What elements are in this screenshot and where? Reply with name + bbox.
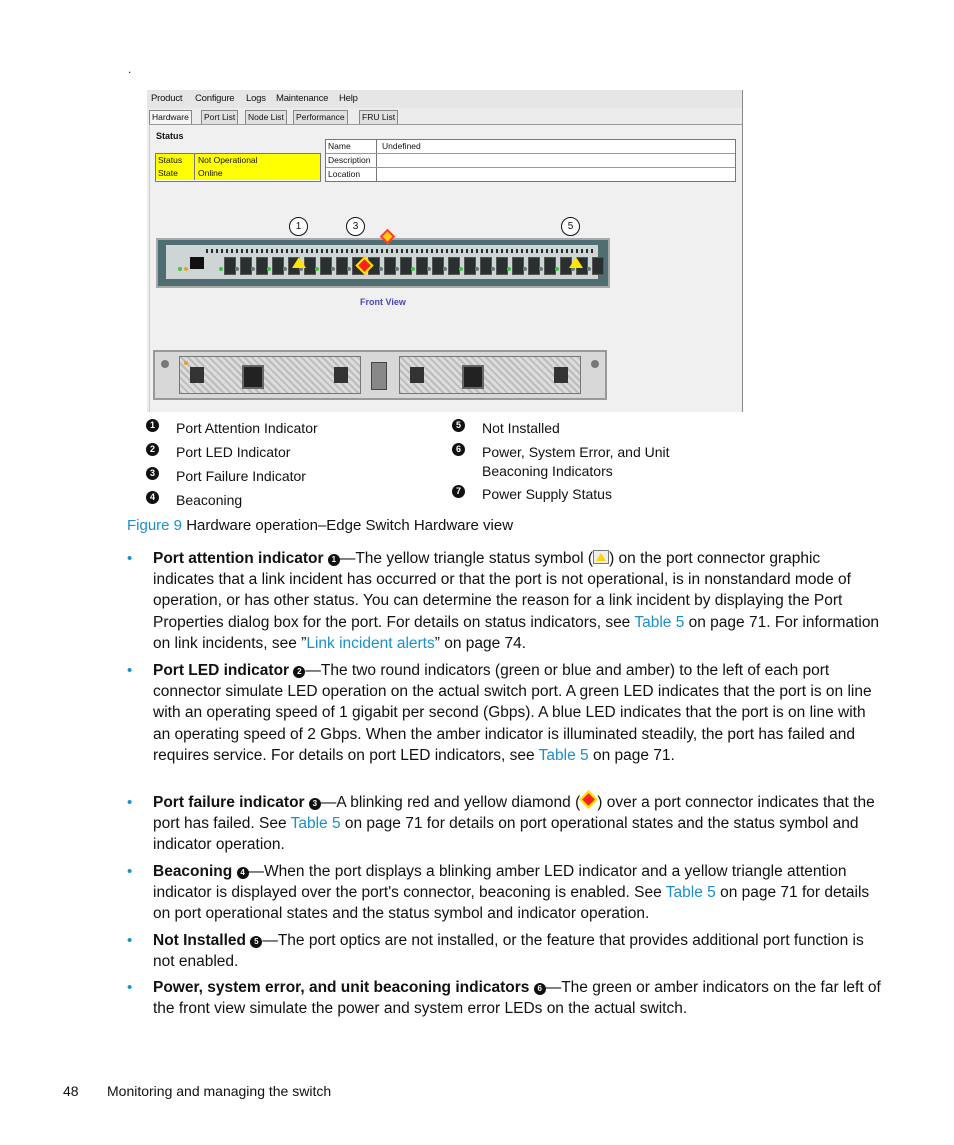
bullet-text: —The yellow triangle status symbol ( <box>339 550 594 567</box>
menu-logs[interactable]: Logs <box>246 93 266 104</box>
port-led-icon <box>555 267 559 271</box>
red-diamond-icon <box>580 790 598 808</box>
front-view-label: Front View <box>360 297 406 307</box>
power-plug-icon <box>462 365 484 389</box>
link-table-5[interactable]: Table 5 <box>290 815 341 833</box>
port-led-icon <box>283 267 287 271</box>
name-label: Name <box>326 140 377 153</box>
bullet-text: on page 71 for details on port operational states and the status symbol and indicator operation. <box>153 815 859 854</box>
status-title: Status <box>156 131 184 141</box>
legend-label-continued: Beaconing Indicators <box>482 463 613 479</box>
tab-fru-list[interactable]: FRU List <box>359 110 398 124</box>
system-port-icon <box>190 257 204 269</box>
location-label: Location <box>326 168 377 181</box>
port-led-icon <box>507 267 511 271</box>
port-led-icon <box>251 267 255 271</box>
port-connector[interactable] <box>528 257 540 275</box>
port-led-icon <box>539 267 543 271</box>
port-connector[interactable] <box>448 257 460 275</box>
port-connector[interactable] <box>336 257 348 275</box>
psu-handle-icon <box>554 367 568 383</box>
link-table-5[interactable]: Table 5 <box>634 613 685 631</box>
link-table-5[interactable]: Table 5 <box>538 746 589 764</box>
bullet-text: ) over a port connector indicates that the port has failed. See <box>153 794 875 833</box>
screw-icon <box>591 360 599 368</box>
legend-label: Power, System Error, and Unit <box>482 444 670 460</box>
page-number: 48 <box>63 1083 79 1099</box>
port-led-icon <box>315 267 319 271</box>
figure-number[interactable]: Figure 9 <box>127 517 183 534</box>
legend-number-icon: 1 <box>146 419 159 432</box>
tab-performance[interactable]: Performance <box>293 110 348 124</box>
callout-number-icon: 1 <box>328 554 340 566</box>
legend-label: Power Supply Status <box>482 486 612 502</box>
port-led-icon <box>219 267 223 271</box>
serial-port-icon <box>371 362 387 390</box>
status-value: Not Operational <box>198 155 258 165</box>
port-connector[interactable] <box>464 257 476 275</box>
bullet-text: —The two round indicators (green or blue and amber) to the left of each port connector simulate LED operation on the actual switch port. A green LED indicates that the port is on line with an operating speed of 1 gigabit per second (Gbps). A blue LED indicates that the port is on line with an operating speed of 2 Gbps. When the amber indicator is illuminated steadily, the port has failed and requires service. For details on port LED indicators, see <box>153 662 872 764</box>
legend-label: Not Installed <box>482 420 560 436</box>
port-connector[interactable] <box>432 257 444 275</box>
front-rail <box>206 249 596 253</box>
state-label: State <box>156 167 195 180</box>
port-led-icon <box>395 267 399 271</box>
bullet-icon: • <box>127 794 133 811</box>
bullet-text: on page 71 for details on port operational states and the status symbol and indicator operation. <box>153 884 870 923</box>
bullet-title: Beaconing <box>153 863 233 880</box>
bullet-text: —The green or amber indicators on the far left of the front view simulate the power and system error LEDs on the actual switch. <box>153 979 881 1018</box>
menu-product[interactable]: Product <box>151 93 183 104</box>
legend-number-icon: 4 <box>146 491 159 504</box>
port-connector[interactable] <box>544 257 556 275</box>
callout-number-icon: 5 <box>250 936 262 948</box>
port-connector[interactable] <box>272 257 284 275</box>
port-led-icon <box>331 267 335 271</box>
port-led-icon <box>235 267 239 271</box>
legend-number-icon: 6 <box>452 443 465 456</box>
name-row <box>326 140 735 154</box>
bullet-icon: • <box>127 932 133 949</box>
bullet-icon: • <box>127 863 133 880</box>
info-grid <box>325 139 736 182</box>
location-value <box>380 168 382 181</box>
chapter-title: Monitoring and managing the switch <box>107 1083 332 1099</box>
psu-handle-icon <box>334 367 348 383</box>
stray-mark: . <box>128 62 132 76</box>
port-connector[interactable] <box>512 257 524 275</box>
screw-icon <box>161 360 169 368</box>
beacon-diamond-icon <box>380 229 396 245</box>
port-connector[interactable] <box>384 257 396 275</box>
bullet-title: Port LED indicator <box>153 662 290 679</box>
callout-number-icon: 4 <box>237 867 249 879</box>
callout-number-icon: 6 <box>534 983 546 995</box>
bullet-icon: • <box>127 550 133 567</box>
tab-hardware[interactable]: Hardware <box>149 110 192 124</box>
description-label: Description <box>326 154 377 167</box>
port-led-icon <box>267 267 271 271</box>
port-connector[interactable] <box>224 257 236 275</box>
legend-label: Port Failure Indicator <box>176 468 306 484</box>
callout-number-icon: 2 <box>293 666 305 678</box>
bullet-text: ” on page 74. <box>434 634 527 652</box>
port-led-icon <box>379 267 383 271</box>
figure-title: Hardware operation–Edge Switch Hardware view <box>186 517 514 534</box>
power-supply-2[interactable] <box>399 356 581 394</box>
yellow-triangle-icon <box>593 550 609 564</box>
switch-rear-view <box>153 350 607 400</box>
port-connector[interactable] <box>416 257 428 275</box>
link-table-5[interactable]: Table 5 <box>665 884 716 902</box>
menu-maintenance[interactable]: Maintenance <box>276 93 329 104</box>
port-led-icon <box>411 267 415 271</box>
bullet-title: Port failure indicator <box>153 794 305 811</box>
description-value <box>380 154 382 167</box>
status-label: Status <box>156 154 195 167</box>
psu-handle-icon <box>190 367 204 383</box>
switch-front-panel <box>166 245 598 279</box>
callout-3: 3 <box>346 217 365 236</box>
port-led-icon <box>427 267 431 271</box>
port-led-icon <box>475 267 479 271</box>
description-row <box>326 154 735 168</box>
psu-handle-icon <box>410 367 424 383</box>
callout-5: 5 <box>561 217 580 236</box>
bullet-text: —When the port displays a blinking amber LED indicator and a yellow triangle attention indicator is displayed over the port's connector, beaconing is enabled. See <box>153 863 847 902</box>
page-footer <box>63 1083 331 1099</box>
port-connector[interactable] <box>400 257 412 275</box>
port-led-icon <box>459 267 463 271</box>
power-supply-1[interactable] <box>179 356 361 394</box>
port-led-icon <box>523 267 527 271</box>
power-plug-icon <box>242 365 264 389</box>
port-led-icon <box>347 267 351 271</box>
state-row <box>156 167 320 180</box>
menu-bar <box>147 90 742 108</box>
legend-label: Beaconing <box>176 492 243 508</box>
port-connector[interactable] <box>592 257 604 275</box>
not-installed-triangle-icon[interactable] <box>569 257 583 268</box>
switch-front-view <box>156 238 610 288</box>
bullet-text: ) on the port connector graphic indicates that a link incident has occurred or that the port is not operational, is in nonstandard mode of operation, or has other status. You can determine the reason for a link incident by displaying the Port Properties dialog box for the port. For details on status indicators, see <box>153 550 851 631</box>
name-value: Undefined <box>382 141 421 151</box>
bullet-icon: • <box>127 662 133 679</box>
system-error-led-icon <box>184 267 188 271</box>
legend-number-icon: 3 <box>146 467 159 480</box>
menu-help[interactable]: Help <box>339 93 358 104</box>
port-connector[interactable] <box>240 257 252 275</box>
location-row <box>326 168 735 181</box>
attention-triangle-icon[interactable] <box>292 257 306 268</box>
callout-1: 1 <box>289 217 308 236</box>
bullet-icon: • <box>127 979 133 996</box>
menu-configure[interactable]: Configure <box>195 93 235 104</box>
hardware-view-screenshot <box>147 90 743 412</box>
callout-number-icon: 3 <box>309 798 321 810</box>
legend-label: Port LED Indicator <box>176 444 291 460</box>
figure-caption <box>127 517 513 534</box>
legend-number-icon: 7 <box>452 485 465 498</box>
port-connector[interactable] <box>480 257 492 275</box>
port-led-icon <box>587 267 591 271</box>
legend-number-icon: 5 <box>452 419 465 432</box>
bullet-text: —A blinking red and yellow diamond ( <box>320 794 581 811</box>
port-connector[interactable] <box>256 257 268 275</box>
port-connector[interactable] <box>320 257 332 275</box>
link-incident-alerts[interactable]: Link incident alerts <box>306 634 435 652</box>
power-led-icon <box>178 267 182 271</box>
status-row <box>156 154 320 168</box>
legend-label: Port Attention Indicator <box>176 420 318 436</box>
port-connector[interactable] <box>496 257 508 275</box>
status-grid <box>155 153 321 182</box>
port-led-icon <box>491 267 495 271</box>
bullet-title: Port attention indicator <box>153 550 324 567</box>
bullet-text: on page 71. For information on link incidents, see ” <box>153 613 880 652</box>
state-value: Online <box>198 168 223 178</box>
bullet-title: Power, system error, and unit beaconing indicators <box>153 979 530 996</box>
tab-node-list[interactable]: Node List <box>245 110 287 124</box>
tab-port-list[interactable]: Port List <box>201 110 238 124</box>
legend-number-icon: 2 <box>146 443 159 456</box>
bullet-text: —The port optics are not installed, or the feature that provides additional port function is not enabled. <box>153 932 864 971</box>
psu-status-led-icon <box>184 361 188 365</box>
bullet-title: Not Installed <box>153 932 247 949</box>
port-led-icon <box>443 267 447 271</box>
bullet-text: on page 71. <box>588 746 675 764</box>
